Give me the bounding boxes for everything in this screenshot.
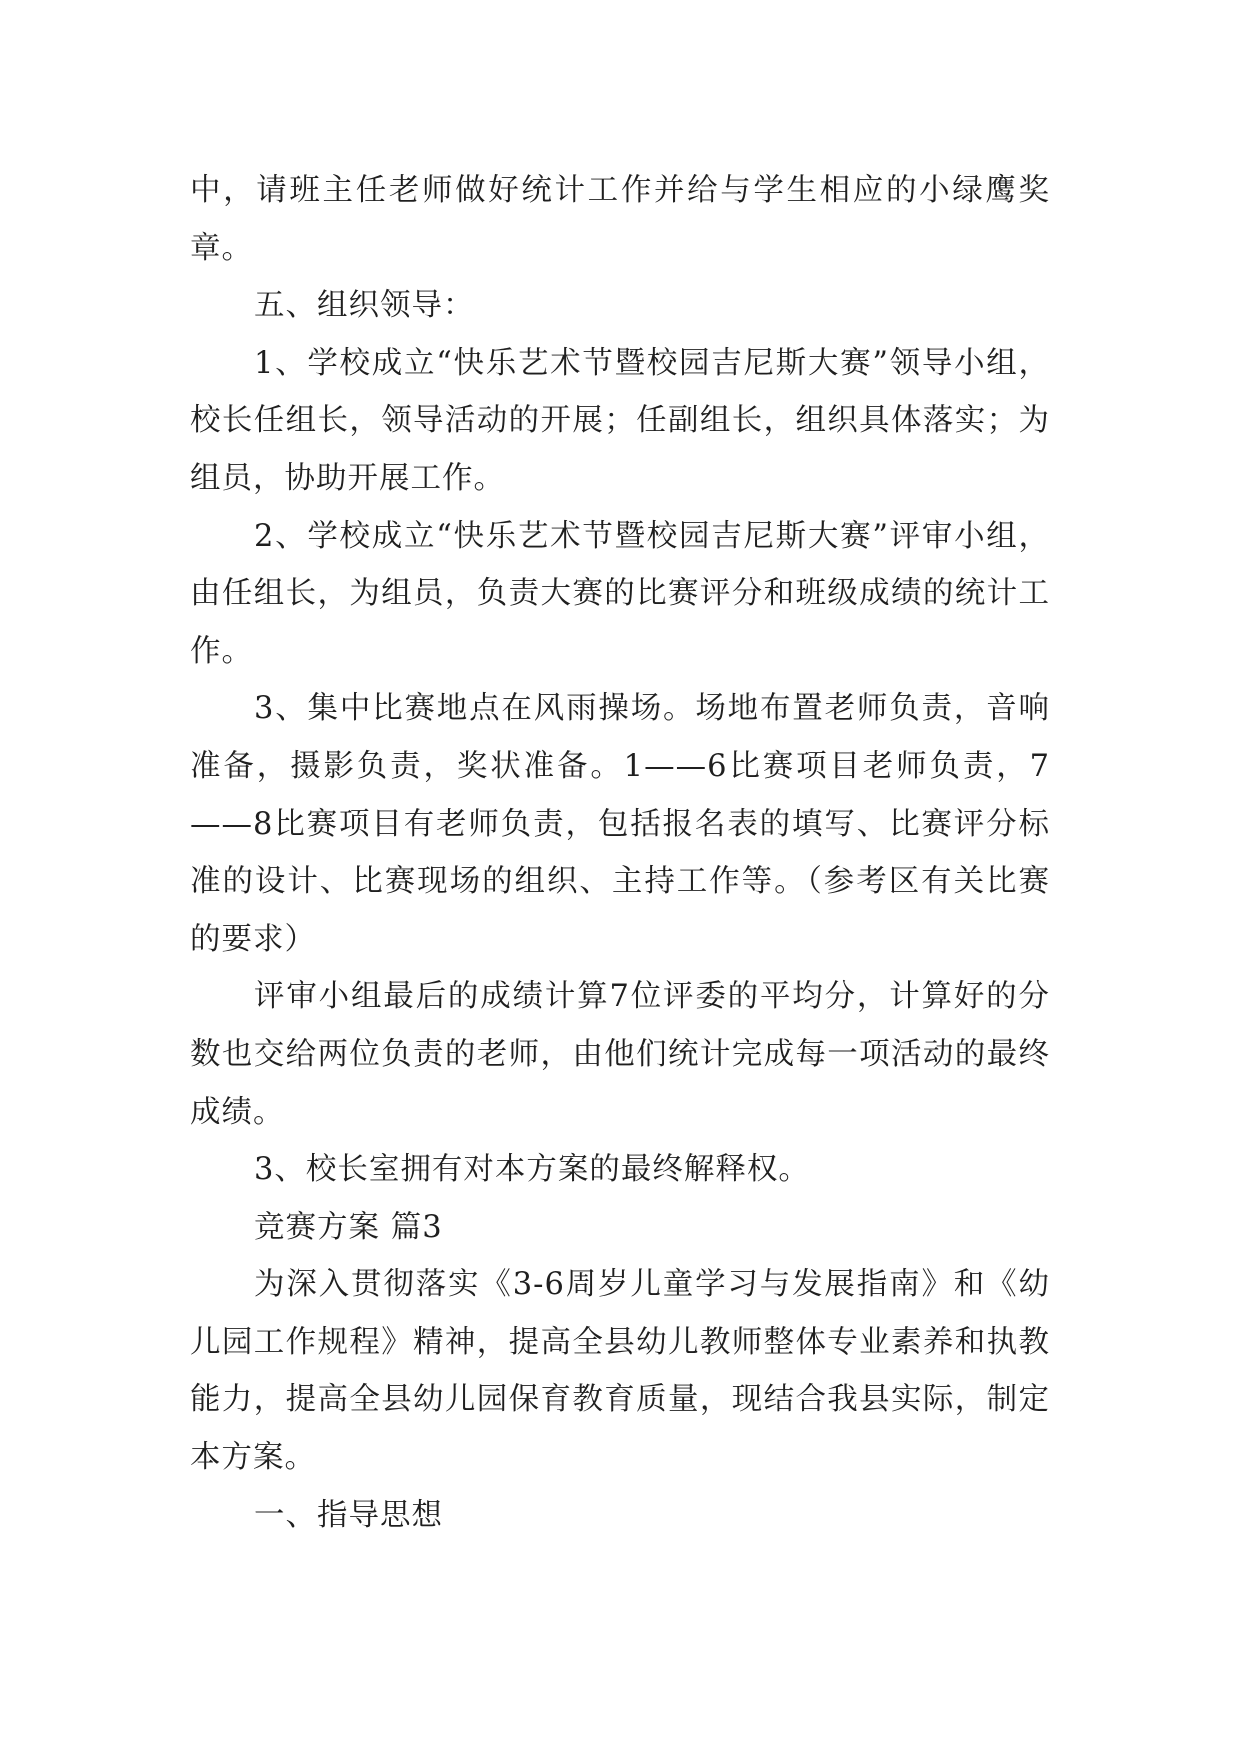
section-heading-guiding-ideology: 一、指导思想 — [254, 1497, 443, 1533]
paragraph-plan-intro: 为深入贯彻落实《3-6周岁儿童学习与发展指南》和《幼儿园工作规程》精神，提高全县幼儿教师整体专业素养和执教能力，提高全县幼儿园保育教育质量，现结合我县实际，制定本方案。 — [190, 1267, 1050, 1476]
paragraph-interpretation: 3、校长室拥有对本方案的最终解释权。 — [254, 1152, 810, 1188]
paragraph-venue: 3、集中比赛地点在风雨操场。场地布置老师负责，音响准备，摄影负责，奖状准备。1——6比赛项目老师负责，7——8比赛项目有老师负责，包括报名表的填写、比赛评分标准的设计、比赛现场的组织、主持工作等。（参考区有关比赛的要求） — [190, 691, 1050, 957]
paragraph-scoring: 评审小组最后的成绩计算7位评委的平均分，计算好的分数也交给两位负责的老师，由他们统计完成每一项活动的最终成绩。 — [190, 979, 1050, 1130]
section-heading-organization: 五、组织领导： — [254, 288, 475, 324]
paragraph-leadership-group: 1、学校成立“快乐艺术节暨校园吉尼斯大赛”领导小组，校长任组长，领导活动的开展；任副组长，组织具体落实；为组员，协助开展工作。 — [190, 345, 1050, 496]
document-body — [190, 162, 1050, 1544]
section-title-plan-3: 竞赛方案 篇3 — [254, 1209, 443, 1245]
paragraph-continuation: 中，请班主任老师做好统计工作并给与学生相应的小绿鹰奖章。 — [190, 173, 1050, 266]
paragraph-review-group: 2、学校成立“快乐艺术节暨校园吉尼斯大赛”评审小组，由任组长，为组员，负责大赛的比赛评分和班级成绩的统计工作。 — [190, 518, 1050, 669]
